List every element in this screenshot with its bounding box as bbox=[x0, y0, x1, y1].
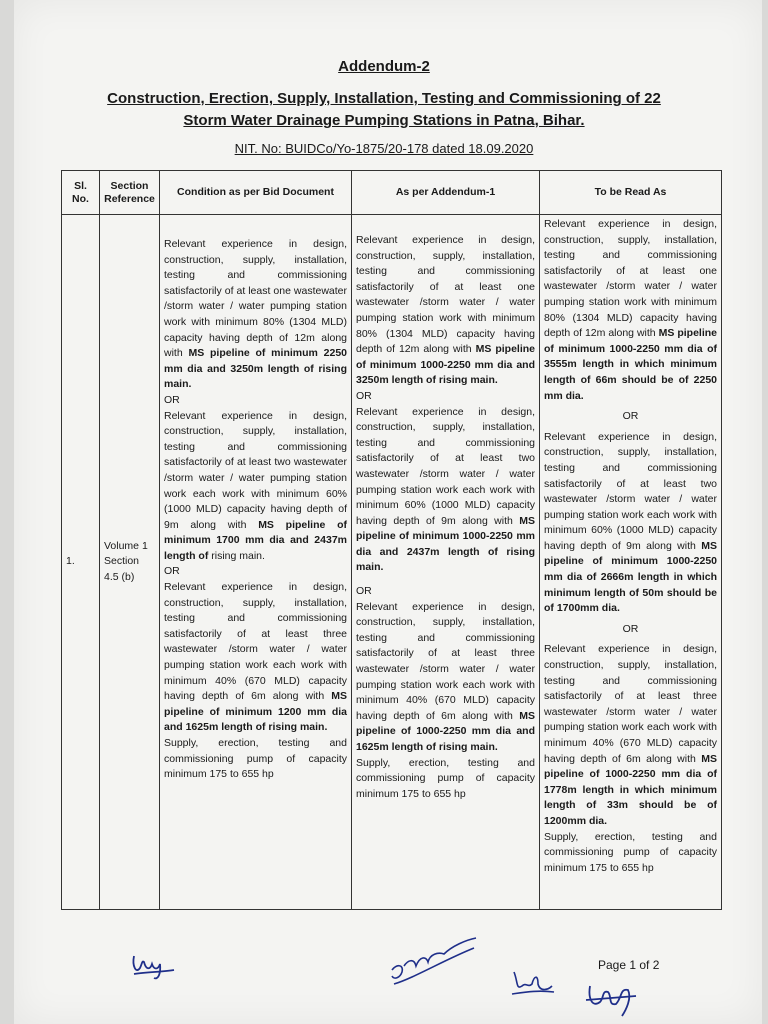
read-or-1: OR bbox=[622, 410, 639, 423]
read-p3: Relevant experience in design, construction, supply, installation, testing and commissioning satisfactorily of at least three wastewater /storm water / water pumping station work each work with minimum 40% (670 MLD) capacity having depth of 6m along with bbox=[544, 643, 717, 765]
table-row bbox=[62, 215, 722, 910]
bid-p3-bold: MS pipeline of minimum 1200 mm dia and 1625m length of rising main. bbox=[164, 690, 347, 734]
add1-p1-bold: MS pipeline of minimum 1000-2250 mm dia and 3250m length of rising main. bbox=[356, 343, 536, 387]
bid-p2-tail: rising main. bbox=[211, 549, 265, 562]
project-title bbox=[0, 88, 768, 132]
to-be-read-as-cell bbox=[540, 215, 722, 910]
add1-p3: Relevant experience in design, construction, supply, installation, testing and commissioning satisfactorily of at least three wastewater /storm water / water pumping station work each work with minimum 40% (670 MLD) capacity having depth of 6m along with bbox=[356, 600, 535, 722]
signature-3 bbox=[508, 962, 558, 1002]
read-p1: Relevant experience in design, construction, supply, installation, testing and commissioning satisfactorily of at least one wastewater /storm water / water pumping station work with minimum 80% (1304 MLD) capacity having depth of 12m along with bbox=[544, 218, 717, 340]
add1-p2-bold: MS pipeline of minimum 1000-2250 mm dia and 2437m length of rising main. bbox=[356, 514, 535, 574]
header-bid-condition: Condition as per Bid Document bbox=[160, 171, 352, 215]
project-title-line1: Construction, Erection, Supply, Installation, Testing and Commissioning of 22 bbox=[107, 90, 661, 107]
table-header-row bbox=[62, 171, 722, 215]
bid-p1-bold: MS pipeline of minimum 2250 mm dia and 3250m length of rising main. bbox=[164, 347, 348, 391]
header-addendum-1: As per Addendum-1 bbox=[352, 171, 540, 215]
addendum-title: Addendum-2 bbox=[338, 58, 430, 75]
page-number: Page 1 of 2 bbox=[598, 958, 660, 972]
bid-or-2: OR bbox=[164, 565, 180, 578]
add1-p2: Relevant experience in design, construction, supply, installation, testing and commissioning satisfactorily of at least two wastewater /storm water / water pumping station work each work with minimum 60% (1000 MLD) capacity having depth of 9m along with bbox=[356, 405, 535, 527]
row-sl-no: 1. bbox=[62, 215, 100, 910]
header-sl-no: Sl. No. bbox=[62, 171, 100, 215]
addendum-table bbox=[61, 170, 722, 910]
read-p2-bold: MS pipeline of minimum 1000-2250 mm dia of 2666m length in which minimum length of 50m should be of 1700mm dia. bbox=[544, 539, 717, 615]
add1-p4: Supply, erection, testing and commissioning pump of capacity minimum 175 to 655 hp bbox=[356, 756, 535, 800]
read-or-2: OR bbox=[622, 622, 639, 635]
bid-condition-cell bbox=[160, 215, 352, 910]
read-p3-bold: MS pipeline of 1000-2250 mm dia of 1778m length in which minimum length of 33m should be of 1200mm dia. bbox=[544, 752, 717, 827]
bid-p1: Relevant experience in design, construction, supply, installation, testing and commissioning satisfactorily of at least one wastewater /storm water / water pumping station work with minimum 80% (1304 MLD) capacity having depth of 12m along with bbox=[164, 238, 347, 360]
add1-or-1: OR bbox=[356, 389, 372, 402]
add1-p3-bold: MS pipeline of 1000-2250 mm dia and 1625m length of rising main. bbox=[356, 709, 535, 753]
bid-p4: Supply, erection, testing and commissioning pump of capacity minimum 175 to 655 hp bbox=[164, 737, 347, 781]
row-section-reference: Volume 1 Section 4.5 (b) bbox=[100, 215, 160, 910]
read-p2: Relevant experience in design, construction, supply, installation, testing and commissioning satisfactorily of at least two wastewater /storm water / water pumping station work each work with minimum 60% (1000 MLD) capacity having depth of 9m along with bbox=[544, 430, 717, 552]
read-p4: Supply, erection, testing and commissioning pump of capacity minimum 175 to 655 hp bbox=[544, 830, 717, 874]
project-title-line2: Storm Water Drainage Pumping Stations in Patna, Bihar. bbox=[183, 112, 585, 129]
nit-number: NIT. No: BUIDCo/Yo-1875/20-178 dated 18.09.2020 bbox=[234, 141, 534, 156]
add1-or-2: OR bbox=[356, 585, 372, 598]
bid-p2: Relevant experience in design, construction, supply, installation, testing and commissioning satisfactorily of at least two wastewater /storm water / water pumping station work each work with minimum 60% (1000 MLD) capacity having depth of 9m along with bbox=[164, 409, 347, 531]
bid-p3: Relevant experience in design, construction, supply, installation, testing and commissioning satisfactorily of at least three wastewater /storm water / water pumping station work each work with minimum 40% (670 MLD) capacity having depth of 6m along with bbox=[164, 581, 347, 703]
addendum-1-cell bbox=[352, 215, 540, 910]
signature-1 bbox=[128, 944, 188, 984]
bid-p2-bold: MS pipeline of minimum 1700 mm dia and 2437m length of bbox=[164, 518, 347, 562]
header-section-reference: Section Reference bbox=[100, 171, 160, 215]
add1-p1: Relevant experience in design, construction, supply, installation, testing and commissioning satisfactorily of at least one wastewater /storm water / water pumping station work with minimum 80% (1304 MLD) capacity having depth of 12m along with bbox=[356, 234, 535, 356]
signature-2 bbox=[384, 930, 484, 990]
bid-or-1: OR bbox=[164, 393, 180, 406]
signature-4 bbox=[582, 976, 642, 1020]
header-to-be-read-as: To be Read As bbox=[540, 171, 722, 215]
read-p1-bold: MS pipeline of minimum 1000-2250 mm dia of 3555m length in which minimum length of 66m should be of 2250 mm dia. bbox=[544, 327, 718, 402]
